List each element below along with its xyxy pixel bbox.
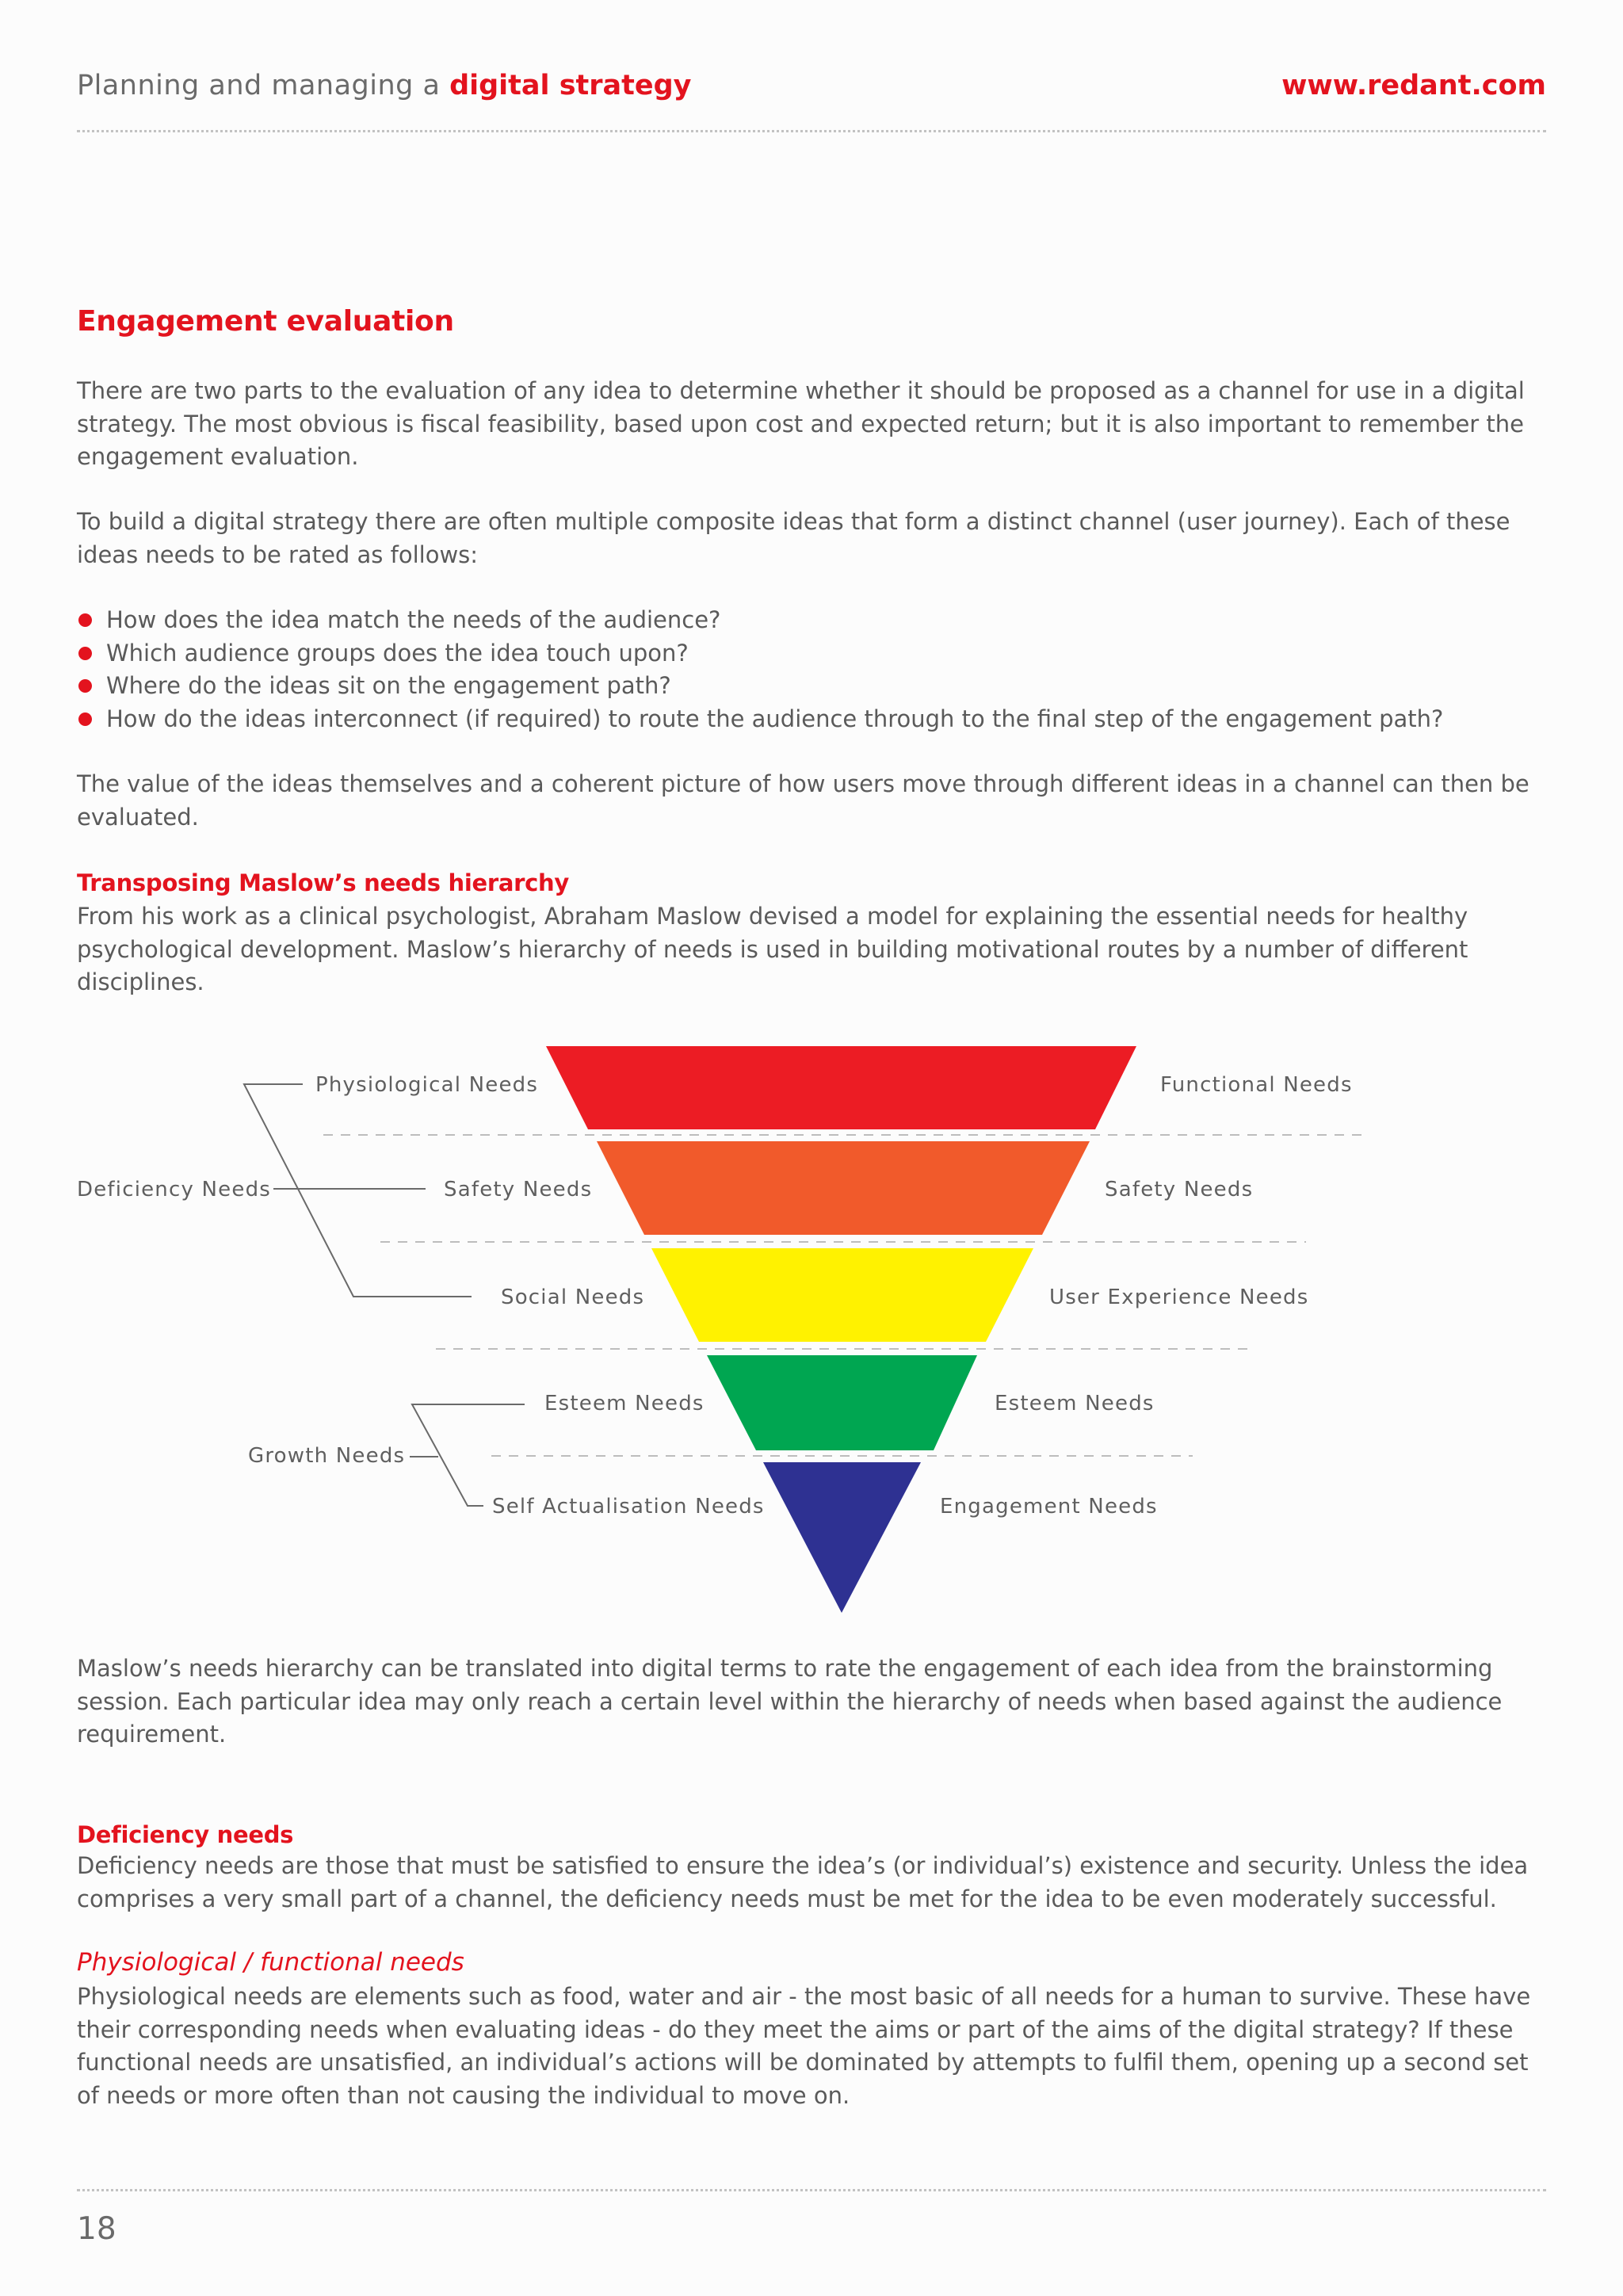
growth-bracket xyxy=(412,1404,525,1506)
deficiency-heading: Deficiency needs xyxy=(77,1821,294,1848)
maslow-paragraph: From his work as a clinical psychologist, Abraham Maslow devised a model for explaining the essential needs for healthy psychological development. Maslow’s hierarchy of needs is used in building motivational routes by a number of different disciplines. xyxy=(77,903,1468,995)
deficiency-paragraph: Deficiency needs are those that must be satisfied to ensure the idea’s (or individual’s) existence and security. Unless the idea comprises a very small part of a channel, the deficiency needs must be met for the idea to be even moderately successful. xyxy=(77,1852,1529,1912)
website-link[interactable]: www.redant.com xyxy=(1281,70,1546,101)
list-item: Which audience groups does the idea touch upon? xyxy=(77,637,1546,670)
left-label-esteem: Esteem Needs xyxy=(544,1392,705,1415)
left-label-physiological: Physiological Needs xyxy=(315,1073,539,1097)
left-label-safety: Safety Needs xyxy=(444,1178,593,1201)
list-item: How do the ideas interconnect (if required) to route the audience through to the final step of the engagement path? xyxy=(77,703,1546,736)
right-label-user-experience: User Experience Needs xyxy=(1049,1286,1309,1309)
intro-paragraph-3: The value of the ideas themselves and a coherent picture of how users move through different ideas in a channel can then be evaluated. xyxy=(77,770,1529,831)
funnel-level-5 xyxy=(763,1462,921,1613)
after-diagram-paragraph: Maslow’s needs hierarchy can be translated into digital terms to rate the engagement of each idea from the brainstorming session. Each particular idea may only reach a certain level within the hierarchy of needs when based against the audience requirement. xyxy=(77,1655,1503,1748)
growth-needs-label: Growth Needs xyxy=(248,1444,406,1468)
right-label-functional: Functional Needs xyxy=(1160,1073,1353,1097)
right-label-engagement: Engagement Needs xyxy=(940,1495,1158,1519)
left-label-social: Social Needs xyxy=(501,1286,645,1309)
intro-paragraph-1: There are two parts to the evaluation of any idea to determine whether it should be proposed as a channel for use in a digital strategy. The most obvious is fiscal feasibility, based upon cost and expected return; but it is also important to remember the engagement evaluation. xyxy=(77,377,1525,470)
intro-paragraph-2: To build a digital strategy there are often multiple composite ideas that form a distinct channel (user journey). Each of these ideas needs to be rated as follows: xyxy=(77,508,1510,568)
right-label-safety: Safety Needs xyxy=(1105,1178,1254,1201)
section-title: Engagement evaluation xyxy=(77,305,454,338)
physiological-paragraph: Physiological needs are elements such as food, water and air - the most basic of all needs for a human to survive. These have their corresponding needs when evaluating ideas - do they meet the aims or part of the aims of the digital strategy? If these functional needs are unsatisfied, an individual’s actions will be dominated by attempts to fulfil them, opening up a second set of needs or more often than not causing the individual to move on. xyxy=(77,1983,1531,2109)
maslow-heading: Transposing Maslow’s needs hierarchy xyxy=(77,869,569,896)
list-item: How does the idea match the needs of the audience? xyxy=(77,604,1546,637)
page-number: 18 xyxy=(77,2211,116,2247)
left-label-self-actualisation: Self Actualisation Needs xyxy=(492,1495,765,1519)
funnel-level-2 xyxy=(597,1141,1090,1235)
list-item: Where do the ideas sit on the engagement path? xyxy=(77,670,1546,703)
physiological-heading: Physiological / functional needs xyxy=(77,1948,464,1977)
funnel-level-3 xyxy=(651,1248,1033,1342)
funnel-level-4 xyxy=(707,1355,977,1450)
deficiency-bracket xyxy=(244,1084,472,1297)
title-prefix: Planning and managing a xyxy=(77,70,450,101)
funnel-level-1 xyxy=(546,1046,1136,1129)
deficiency-needs-label: Deficiency Needs xyxy=(77,1178,272,1201)
title-highlight: digital strategy xyxy=(449,70,692,101)
right-label-esteem: Esteem Needs xyxy=(995,1392,1155,1415)
footer-divider xyxy=(77,2189,1546,2191)
